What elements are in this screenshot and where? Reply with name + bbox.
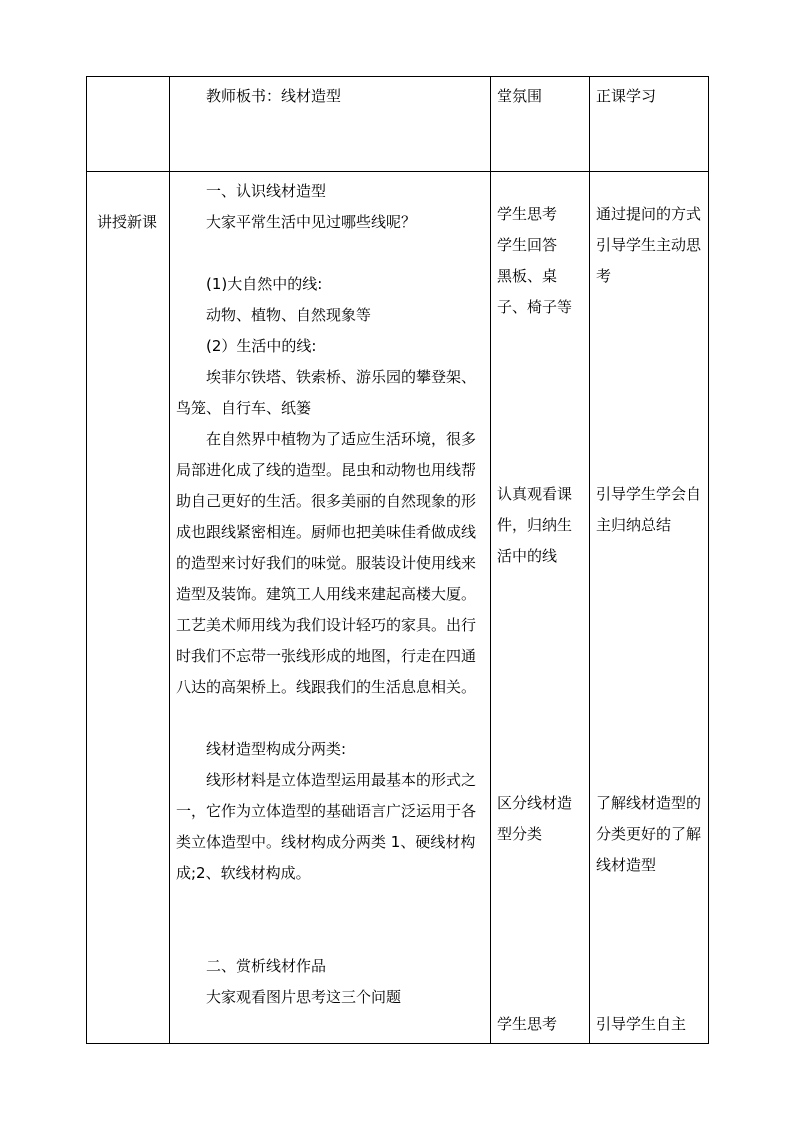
row2-content-cell — [170, 172, 491, 1044]
row1-student-cell — [491, 77, 590, 172]
student-activity: 学生回答 — [497, 236, 558, 254]
design-intent: 通过提问的方式引导学生主动思考 — [596, 205, 702, 285]
paragraph-lines-in-life: 在自然界中植物为了适应生活环境，很多局部进化成了线的造型。昆虫和动物也用线帮助自己更好的生活。很多美丽的自然现象的形成也跟线紧密相连。厨师也把美味佳肴做成线的造型来讨好我们的味觉。服装设计使用线来造型及装饰。建筑工人用线来建起高楼大厦。工艺美术师用线为我们设计轻巧的家具。出行时我们不忘带一张线形成的地图，行走在四通八达的高架桥上。线跟我们的生活息息相关。 — [176, 430, 477, 696]
student-activity: 黑板、桌子、椅子等 — [497, 267, 573, 316]
row1-intent-cell — [590, 77, 709, 172]
class-atmosphere: 堂氛围 — [497, 87, 543, 105]
lesson-plan-table — [86, 76, 709, 1044]
student-activity: 区分线材造型分类 — [497, 794, 573, 843]
table-row — [87, 77, 709, 172]
question-1: 大家平常生活中见过哪些线呢？ — [206, 213, 417, 231]
section-heading-2: 二、赏析线材作品 — [206, 957, 327, 975]
design-intent: 引导学生自主 — [596, 1015, 687, 1033]
paragraph-categories: 线形材料是立体造型运用最基本的形式之一，它作为立体造型的基础语言广泛运用于各类立体造型中。线材构成分两类 1、硬线材构成;2、软线材构成。 — [176, 771, 477, 882]
row1-content-cell — [170, 77, 491, 172]
row1-stage-cell — [87, 77, 170, 172]
question-2: 大家观看图片思考这三个问题 — [206, 988, 402, 1006]
student-activity: 认真观看课件，归纳生活中的线 — [497, 485, 573, 565]
row2-student-cell — [491, 172, 590, 1044]
formal-study: 正课学习 — [596, 87, 657, 105]
stage-label: 讲授新课 — [97, 213, 158, 231]
row2-stage-cell — [87, 172, 170, 1044]
design-intent: 了解线材造型的分类更好的了解线材造型 — [596, 794, 702, 874]
design-intent: 引导学生学会自主归纳总结 — [596, 485, 702, 534]
subheading-categories: 线材造型构成分两类: — [206, 740, 347, 758]
row2-intent-cell — [590, 172, 709, 1044]
point-nature-detail: 动物、植物、自然现象等 — [206, 306, 372, 324]
section-heading-1: 一、认识线材造型 — [206, 182, 327, 200]
point-life-detail: 埃菲尔铁塔、铁索桥、游乐园的攀登架、鸟笼、自行车、纸篓 — [176, 368, 477, 417]
point-life: (2）生活中的线: — [206, 337, 317, 355]
board-title: 教师板书：线材造型 — [206, 87, 342, 105]
table-row — [87, 172, 709, 1044]
student-activity: 学生思考 — [497, 205, 558, 223]
student-activity: 学生思考 — [497, 1015, 558, 1033]
point-nature: (1)大自然中的线: — [206, 275, 323, 293]
